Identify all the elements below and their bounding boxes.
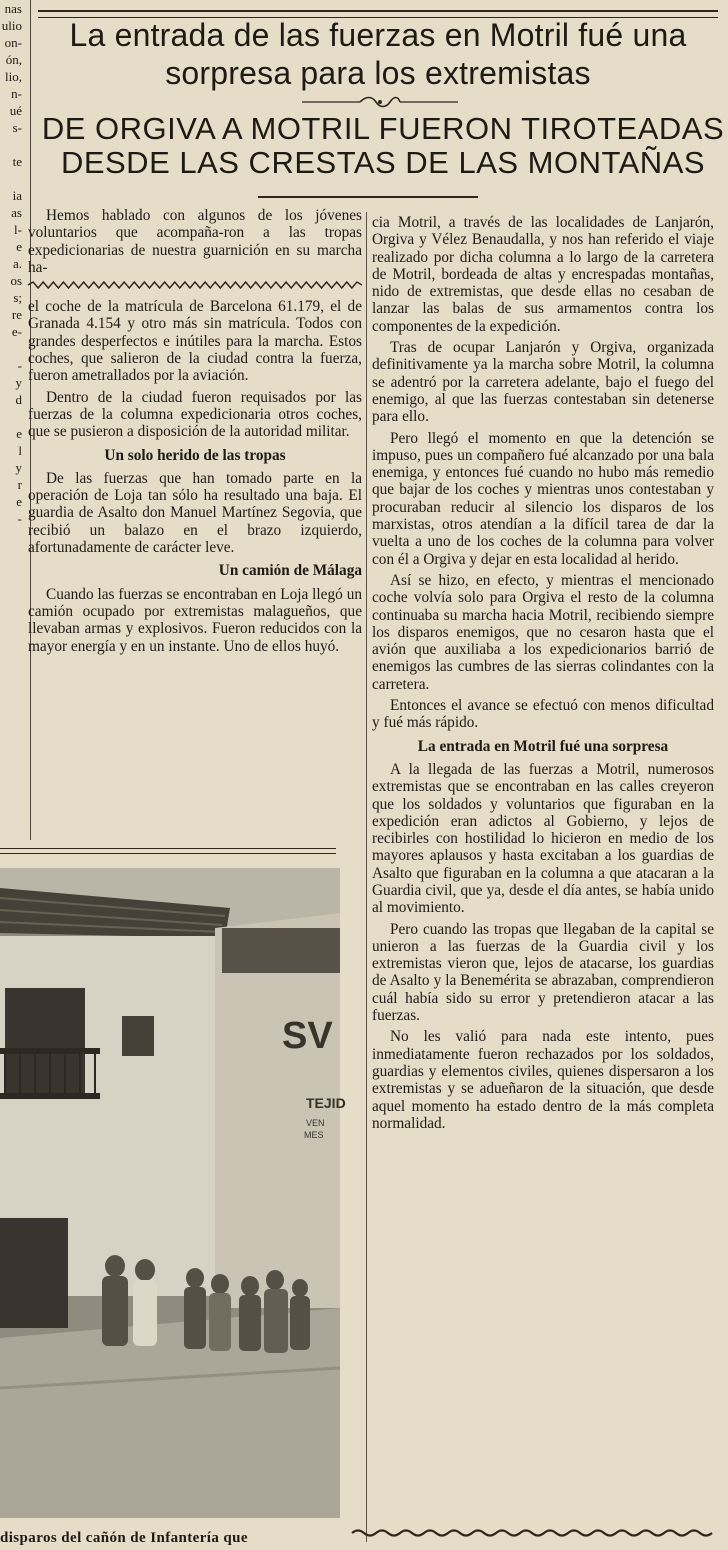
subheading-wounded: Un solo herido de las tropas bbox=[104, 446, 286, 464]
ornament-divider bbox=[300, 95, 460, 109]
margin-fragment: d bbox=[15, 392, 22, 407]
subheading-motril: La entrada en Motril fué una sorpresa bbox=[417, 737, 669, 755]
article-end-wavy-rule bbox=[352, 1528, 714, 1538]
paragraph: Pero cuando las tropas que llegaban de la capital se unieron a las fuerzas de la Guardia civil y los extremistas vieron que, lejos de atacarse, los guardias de Asalto y la Benemérita se abrazaban, comprendieron cuál había sido su error y pretendieron atacar a las fuerzas. bbox=[372, 920, 714, 1025]
headline-line-1: La entrada de las fuerzas en Motril fué una bbox=[69, 17, 687, 53]
margin-fragment: s; bbox=[13, 290, 22, 305]
margin-fragment: nas bbox=[4, 1, 22, 16]
paragraph: De las fuerzas que han tomado parte en la operación de Loja tan sólo ha resultado una baja. El guardia de Asalto don Manuel Martínez Segovia, que recibió un balazo en el brazo izquierdo, afortunadamente de carácter leve. bbox=[28, 469, 362, 557]
margin-fragment: ulio bbox=[1, 18, 22, 33]
margin-fragment: ué bbox=[9, 103, 22, 118]
margin-fragment: te bbox=[12, 154, 22, 169]
margin-fragment: r bbox=[17, 477, 22, 492]
margin-fragment: - bbox=[17, 511, 22, 526]
news-photo bbox=[0, 868, 346, 1518]
adjacent-column-fragments bbox=[0, 0, 26, 720]
margin-fragment: s- bbox=[12, 120, 22, 135]
margin-fragment: n- bbox=[11, 86, 22, 101]
article-column-1 bbox=[28, 207, 362, 659]
headline-line-2: sorpresa para los extremistas bbox=[165, 55, 591, 91]
photo-caption: disparos del cañón de Infantería que bbox=[0, 1530, 248, 1546]
paragraph: Entonces el avance se efectuó con menos dificultad y fué más rápido. bbox=[372, 697, 714, 732]
margin-fragment bbox=[0, 408, 22, 425]
margin-fragment: l- bbox=[14, 222, 22, 237]
subheading-truck: Un camión de Málaga bbox=[218, 562, 362, 580]
margin-fragment: a. bbox=[12, 256, 22, 271]
margin-fragment bbox=[0, 340, 22, 357]
margin-fragment: - bbox=[17, 358, 22, 373]
paragraph: Así se hizo, en efecto, y mientras el mencionado coche volvía solo para Orgiva el resto de la columna continuaba su marcha hacia Motril, recibiendo siempre los disparos enemigos, que no cesaron hasta que el avión que auxiliaba a los expedicionarios barrió de enemigos las cumbres de las sierras colindantes con la carretera. bbox=[372, 571, 714, 693]
margin-fragment bbox=[0, 170, 22, 187]
zigzag-separator bbox=[28, 280, 362, 290]
paragraph: cia Motril, a través de las localidades de Lanjarón, Orgiva y Vélez Benaudalla, y nos han referido el viaje realizado por dicha columna a lo largo de la carretera de Motril, bordeada de altas y encrespadas montañas, nido de extremistas, que desde ellas no cesaban de lanzar las balas de sus armamentos contra los componentes de la expedición. bbox=[372, 214, 714, 335]
margin-fragment: y bbox=[15, 375, 22, 390]
margin-fragment: l bbox=[18, 443, 22, 458]
margin-fragment bbox=[0, 136, 22, 153]
margin-fragment: e- bbox=[11, 324, 22, 339]
margin-fragment: e bbox=[16, 494, 22, 509]
margin-fragment: re bbox=[11, 307, 22, 322]
paragraph: Hemos hablado con algunos de los jóvenes voluntarios que acompaña-ron a las tropas expedicionarias de nuestra guarnición en su marcha ha- bbox=[28, 207, 362, 276]
margin-fragment: e bbox=[16, 426, 22, 441]
article-column-2 bbox=[372, 214, 714, 1136]
margin-fragment: lio, bbox=[5, 69, 22, 84]
sub-headline-line-1: DE ORGIVA A MOTRIL FUERON TIROTEADAS bbox=[41, 111, 725, 146]
paragraph: Dentro de la ciudad fueron requisados por las fuerzas de la columna expedicionaria otros coches, que se pusieron a disposición de la autoridad militar. bbox=[28, 388, 362, 441]
wall-text-mes: MES bbox=[304, 1130, 324, 1140]
margin-fragment: as bbox=[11, 205, 22, 220]
paragraph: el coche de la matrícula de Barcelona 61.179, el de Granada 4.154 y otro más sin matrícula. Todos con grandes desperfectos e inútiles para la marcha. Estos coches, que salieron de la ciudad contra la fuerza, fueron ametrallados por la aviación. bbox=[28, 298, 362, 385]
wall-text-tejid: TEJID bbox=[306, 1095, 346, 1111]
main-headline bbox=[38, 16, 718, 92]
margin-fragment: on- bbox=[4, 35, 22, 50]
headline-rule bbox=[258, 196, 478, 198]
wall-text-sv: SV bbox=[282, 1015, 333, 1057]
margin-fragment: y bbox=[15, 460, 22, 475]
photo-top-rule bbox=[0, 848, 336, 854]
sub-headline bbox=[38, 112, 728, 180]
margin-fragment: ón, bbox=[5, 52, 22, 67]
paragraph: No les valió para nada este intento, pues inmediatamente fueron rechazados por los soldados, guardias y elementos civiles, quienes dispersaron a los extremistas y se adueñaron de la situación, que desde aquel momento ha estado dentro de la más completa normalidad. bbox=[372, 1028, 714, 1132]
paragraph: A la llegada de las fuerzas a Motril, numerosos extremistas que se encontraban en las calles creyeron que los soldados y voluntarios que figuraban en la expedición eran adictos al Gobierno, y lejos de recibirles con hostilidad lo hicieron en medio de los mayores aplausos y hasta excitaban a los guardias de Asalto que figuraban en la columna a que atacaran a la Guardia civil, que ya, desde el día antes, se había unido al movimiento. bbox=[372, 760, 714, 917]
margin-fragment: os bbox=[10, 273, 22, 288]
column-divider-center bbox=[366, 212, 367, 1542]
margin-fragment: ia bbox=[12, 188, 22, 203]
paragraph: Pero llegó el momento en que la detención se impuso, pues un compañero fué alcanzado por una bala enemiga, y entonces fué cuando no hubo más remedio que bajar de los coches y mientras unos contestaban y procuraban reducir al silencio los disparos de los marxistas, otros atendían a la difícil tarea de dar la vuelta a uno de los coches de la columna para volver con él a Orgiva y dejar en esta localidad al herido. bbox=[372, 429, 714, 568]
paragraph: Cuando las fuerzas se encontraban en Loja llegó un camión ocupado por extremistas malagueños, que llevaban armas y explosivos. Fueron reducidos con la mayor energía y en un instante. Uno de ellos huyó. bbox=[28, 585, 362, 655]
sub-headline-line-2: DESDE LAS CRESTAS DE LAS MONTAÑAS bbox=[60, 145, 706, 180]
margin-fragment: e bbox=[16, 239, 22, 254]
wall-text-ven: VEN bbox=[306, 1118, 325, 1128]
paragraph: Tras de ocupar Lanjarón y Orgiva, organizada definitivamente ya la marcha sobre Motril, la columna se adentró por la carretera adelante, bajo el fuego del enemigo, al que las fuerzas contestaban sin detenerse para ello. bbox=[372, 339, 714, 426]
